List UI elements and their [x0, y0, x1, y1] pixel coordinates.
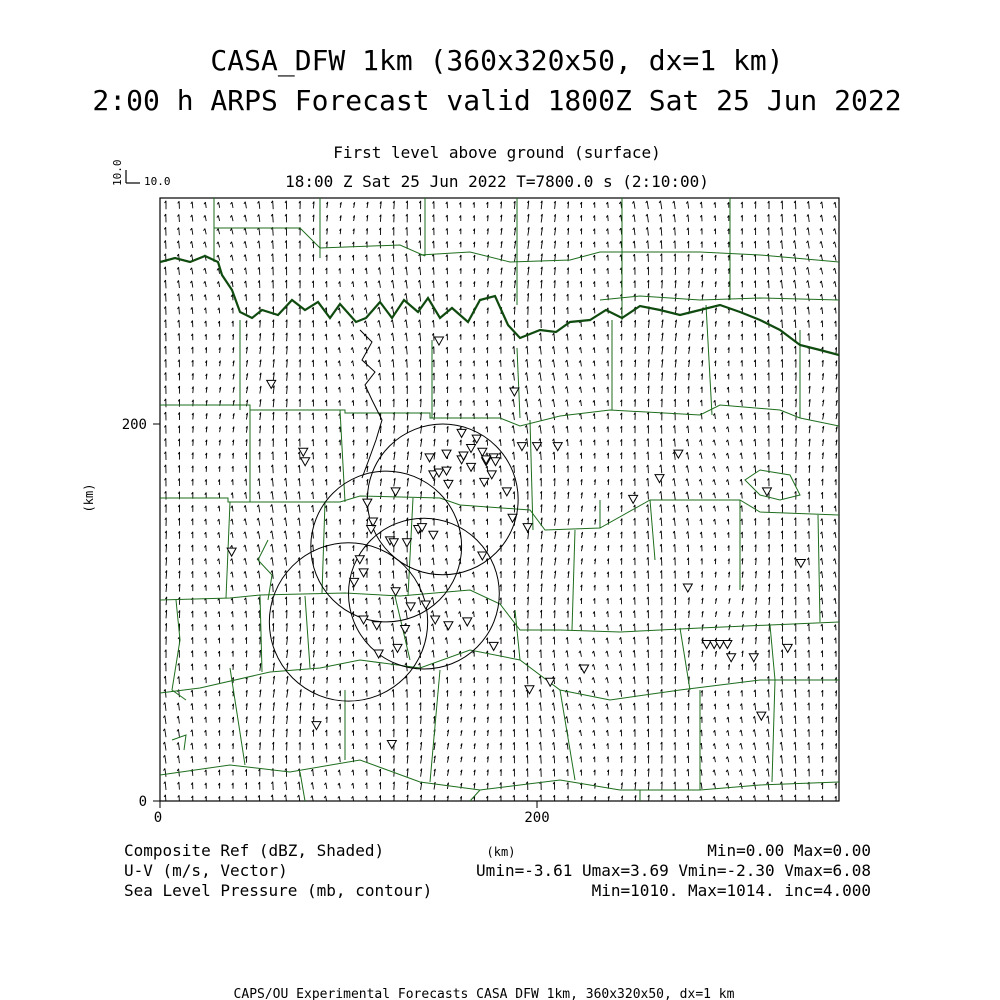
vector-key-vertical-label: 10.0: [111, 159, 124, 186]
y-tick-label-0: 0: [138, 794, 147, 810]
y-tick-label-200: 200: [121, 417, 147, 433]
field2-name: U-V (m/s, Vector): [124, 861, 288, 880]
field1-name: Composite Ref (dBZ, Shaded): [124, 841, 385, 860]
figure-title-line2: 2:00 h ARPS Forecast valid 1800Z Sat 25 Jun 2022: [92, 84, 902, 117]
vector-key-horizontal-label: 10.0: [144, 175, 171, 188]
credit-line: CAPS/OU Experimental Forecasts CASA_DFW 1km, 360x320x50, dx=1 km: [233, 987, 735, 1000]
x-tick-label-200: 200: [524, 810, 550, 826]
field3-stats: Min=1010. Max=1014. inc=4.000: [591, 881, 871, 900]
field3-name: Sea Level Pressure (mb, contour): [124, 881, 433, 900]
x-axis-label: (km): [486, 845, 516, 859]
field2-stats: Umin=-3.61 Umax=3.69 Vmin=-2.30 Vmax=6.08: [476, 861, 871, 880]
valid-time-label: 18:00 Z Sat 25 Jun 2022 T=7800.0 s (2:10:00): [285, 172, 709, 191]
field1-stats: Min=0.00 Max=0.00: [707, 841, 871, 860]
y-axis-label: (km): [82, 483, 96, 513]
vector-key: [111, 160, 171, 189]
level-label: First level above ground (surface): [333, 143, 661, 162]
figure-title-line1: CASA_DFW 1km (360x320x50, dx=1 km): [210, 44, 784, 77]
x-tick-label-0: 0: [153, 810, 163, 826]
